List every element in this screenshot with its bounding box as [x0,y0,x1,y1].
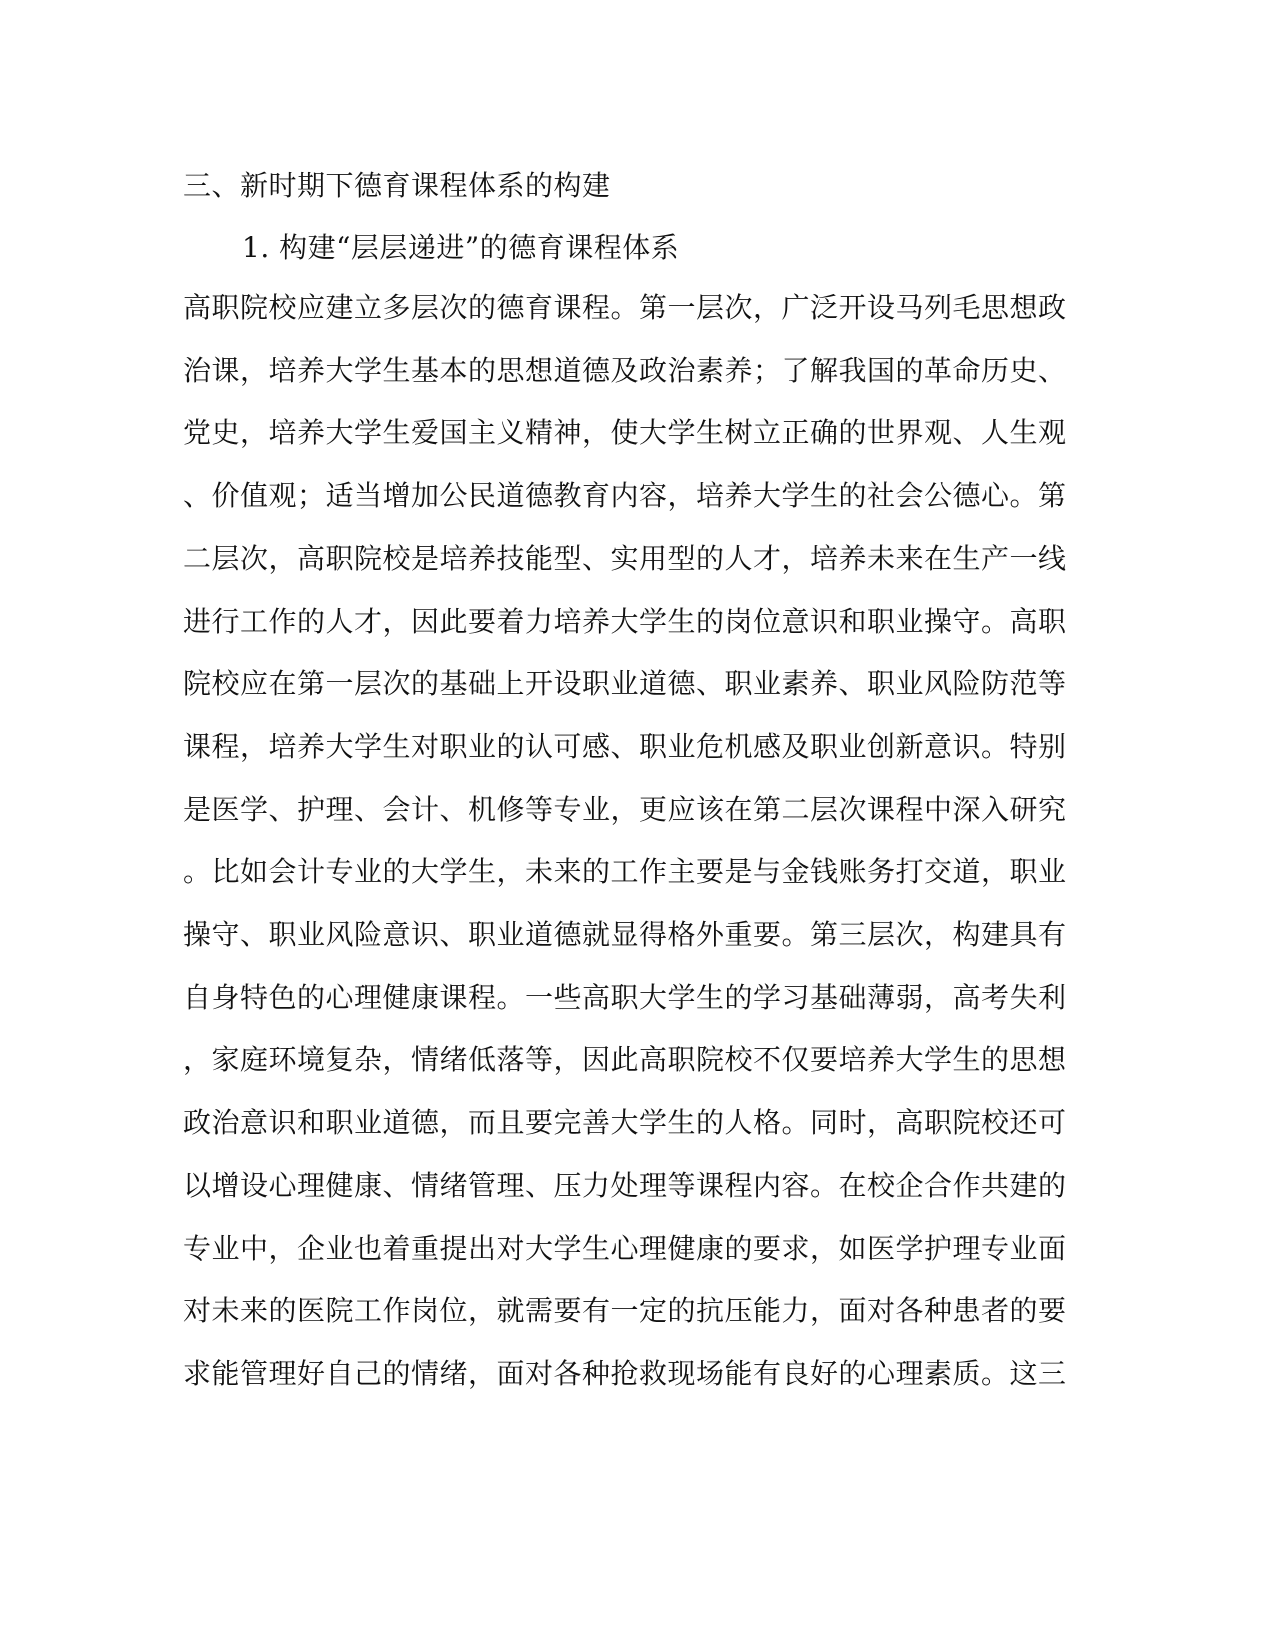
paragraph-line: 对未来的医院工作岗位，就需要有一定的抗压能力，面对各种患者的要 [183,1294,1067,1327]
paragraph-line: 自身特色的心理健康课程。一些高职大学生的学习基础薄弱，高考失利 [183,981,1067,1014]
section-heading: 三、新时期下德育课程体系的构建 [183,169,611,202]
paragraph-line: 二层次，高职院校是培养技能型、实用型的人才，培养未来在生产一线 [183,542,1067,575]
paragraph-line: 操守、职业风险意识、职业道德就显得格外重要。第三层次，构建具有 [183,918,1067,951]
paragraph-line: 课程，培养大学生对职业的认可感、职业危机感及职业创新意识。特别 [183,730,1067,763]
paragraph-line: 治课，培养大学生基本的思想道德及政治素养；了解我国的革命历史、 [183,354,1067,387]
paragraph-line: 、价值观；适当增加公民道德教育内容，培养大学生的社会公德心。第 [183,479,1067,512]
paragraph-line: ，家庭环境复杂，情绪低落等，因此高职院校不仅要培养大学生的思想 [183,1043,1067,1076]
paragraph-line: 进行工作的人才，因此要着力培养大学生的岗位意识和职业操守。高职 [183,605,1067,638]
paragraph-line: 以增设心理健康、情绪管理、压力处理等课程内容。在校企合作共建的 [183,1169,1067,1202]
paragraph-line: 政治意识和职业道德，而且要完善大学生的人格。同时，高职院校还可 [183,1106,1067,1139]
paragraph-line: 求能管理好自己的情绪，面对各种抢救现场能有良好的心理素质。这三 [183,1357,1067,1390]
paragraph-line: 。比如会计专业的大学生，未来的工作主要是与金钱账务打交道，职业 [183,855,1067,888]
paragraph-line: 院校应在第一层次的基础上开设职业道德、职业素养、职业风险防范等 [183,667,1067,700]
paragraph-line: 是医学、护理、会计、机修等专业，更应该在第二层次课程中深入研究 [183,793,1067,826]
paragraph-line: 党史，培养大学生爱国主义精神，使大学生树立正确的世界观、人生观 [183,416,1067,449]
paragraph-line: 专业中，企业也着重提出对大学生心理健康的要求，如医学护理专业面 [183,1232,1067,1265]
paragraph-line: 高职院校应建立多层次的德育课程。第一层次，广泛开设马列毛思想政 [183,291,1067,324]
subsection-heading: 1. 构建“层层递进”的德育课程体系 [242,231,680,264]
